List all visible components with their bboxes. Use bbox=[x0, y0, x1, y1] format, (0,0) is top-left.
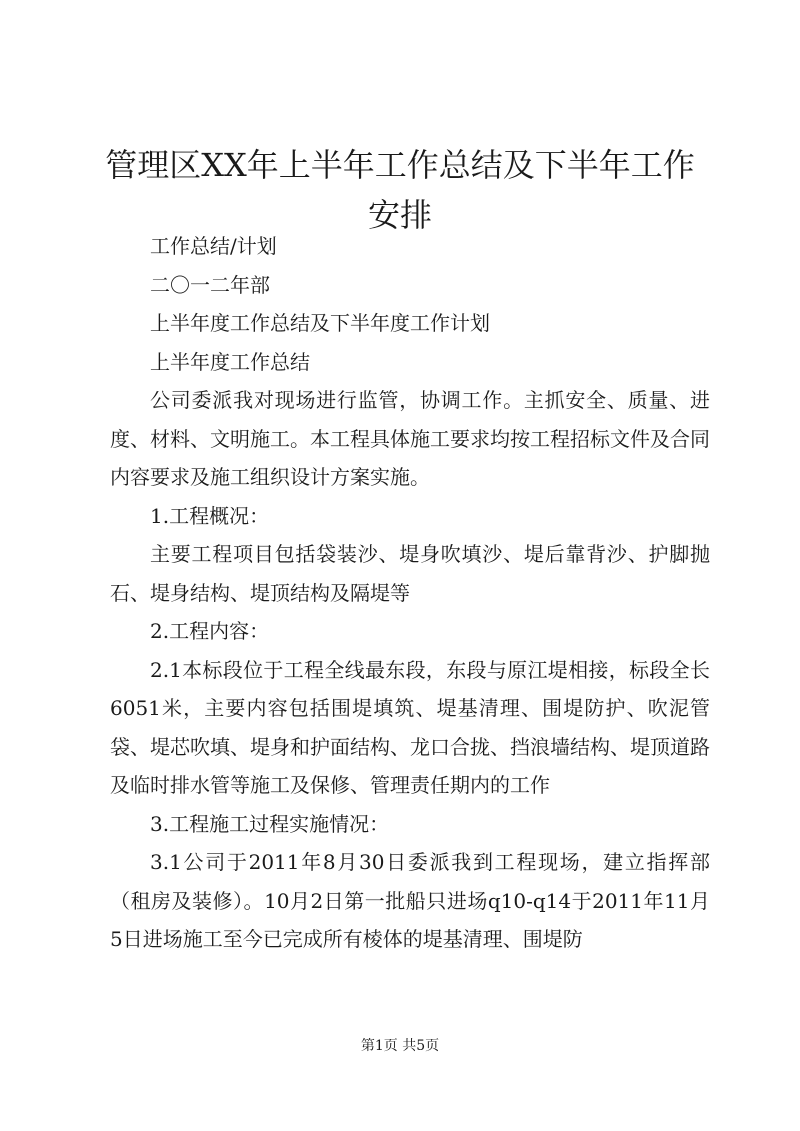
paragraph-project-overview: 主要工程项目包括袋装沙、堤身吹填沙、堤后靠背沙、护脚抛石、堤身结构、堤顶结构及隔堤等 bbox=[110, 542, 710, 605]
paragraph-project-content: 2.1本标段位于工程全线最东段，东段与原江堤相接，标段全长6051米，主要内容包括围堤填筑、堤基清理、围堤防护、吹泥管袋、堤芯吹填、堤身和护面结构、龙口合拢、挡浪墙结构、堤顶道路及临时排水管等施工及保修、管理责任期内的工作 bbox=[110, 657, 710, 797]
paragraph-category: 工作总结/计划 bbox=[150, 234, 277, 258]
paragraph-section-heading: 上半年度工作总结 bbox=[150, 349, 310, 374]
paragraph-intro: 公司委派我对现场进行监管，协调工作。主抓安全、质量、进度、材料、文明施工。本工程具体施工要求均按工程招标文件及合同内容要求及施工组织设计方案实施。 bbox=[110, 388, 710, 489]
paragraph-year-dept: 二〇一二年部 bbox=[150, 272, 270, 297]
paragraph-subtitle: 上半年度工作总结及下半年度工作计划 bbox=[150, 311, 490, 335]
heading-project-overview: 1.工程概况： bbox=[150, 503, 270, 528]
document-body bbox=[110, 227, 710, 959]
paragraph-construction-process: 3.1公司于2011年8月30日委派我到工程现场，建立指挥部（租房及装修）。10月2日第一批船只进场q10-q14于2011年11月5日进场施工至今已完成所有棱体的堤基清理、围堤防 bbox=[110, 850, 710, 951]
heading-project-content: 2.工程内容： bbox=[150, 619, 270, 643]
document-title: 管理区XX年上半年工作总结及下半年工作安排 bbox=[105, 146, 695, 234]
heading-construction-process: 3.工程施工过程实施情况： bbox=[150, 811, 390, 836]
page-number-footer: 第1页 共5页 bbox=[360, 1038, 440, 1054]
